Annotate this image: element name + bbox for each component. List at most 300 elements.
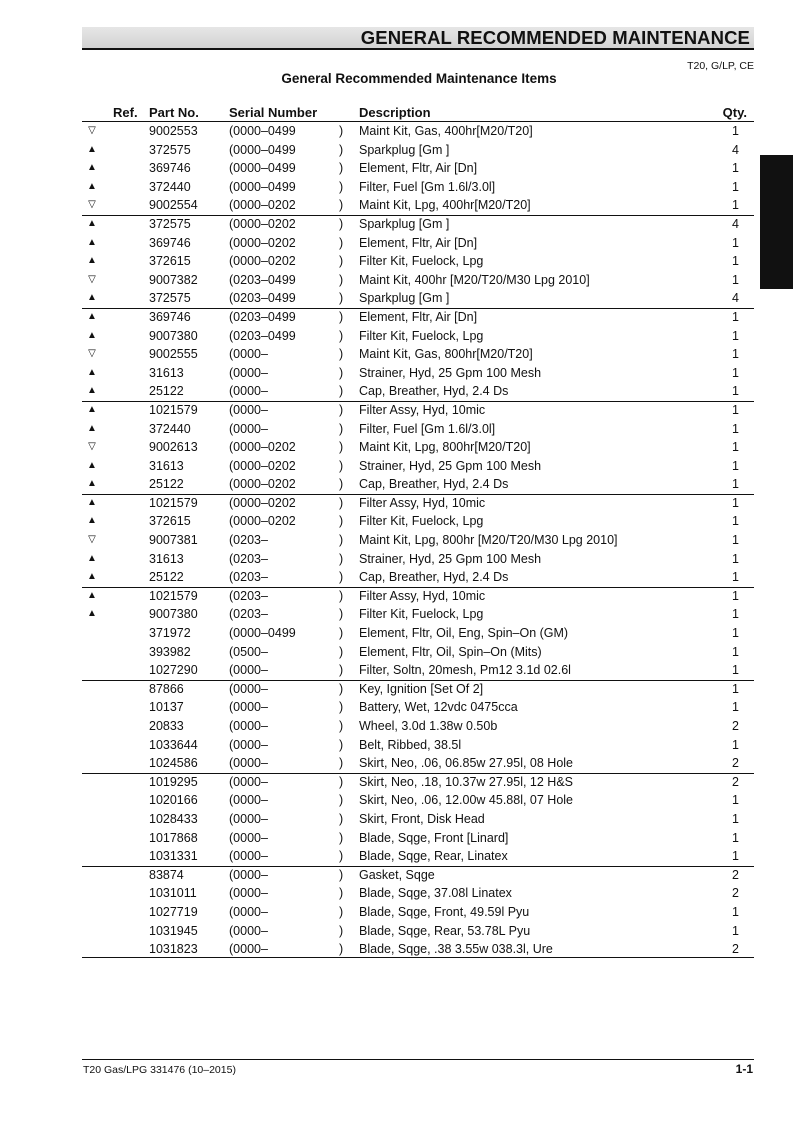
table-row	[0, 717, 793, 736]
quantity: 1	[732, 402, 739, 417]
col-header-ref: Ref.	[113, 105, 138, 120]
table-row	[0, 736, 793, 755]
part-number: 1017868	[149, 830, 198, 845]
serial-range: (0000–0202	[229, 495, 296, 510]
serial-close-paren: )	[339, 626, 344, 641]
serial-close-paren: )	[339, 179, 344, 194]
ref-marker-icon: ▲	[87, 217, 97, 229]
serial-range: (0000–	[229, 942, 268, 957]
quantity: 1	[732, 811, 739, 826]
quantity: 2	[732, 886, 739, 901]
section-title: GENERAL RECOMMENDED MAINTENANCE	[360, 27, 750, 48]
table-row	[0, 252, 793, 271]
serial-range: (0000–	[229, 923, 268, 938]
part-number: 1021579	[149, 588, 198, 603]
serial-range: (0000–0202	[229, 477, 296, 492]
part-description: Cap, Breather, Hyd, 2.4 Ds	[359, 477, 509, 492]
serial-close-paren: )	[339, 254, 344, 269]
quantity: 1	[732, 551, 739, 566]
part-number: 1019295	[149, 774, 198, 789]
part-description: Blade, Sqge, 37.08l Linatex	[359, 886, 512, 901]
table-bottom-rule	[82, 957, 754, 958]
serial-range: (0000–	[229, 774, 268, 789]
serial-close-paren: )	[339, 198, 344, 213]
serial-close-paren: )	[339, 142, 344, 157]
part-description: Maint Kit, Lpg, 800hr [M20/T20/M30 Lpg 2010]	[359, 533, 618, 548]
part-description: Filter Kit, Fuelock, Lpg	[359, 514, 484, 529]
part-description: Key, Ignition [Set Of 2]	[359, 681, 484, 696]
ref-marker-icon: ▲	[87, 329, 97, 341]
part-description: Filter, Soltn, 20mesh, Pm12 3.1d 02.6l	[359, 663, 571, 678]
serial-close-paren: )	[339, 421, 344, 436]
serial-range: (0000–	[229, 756, 268, 771]
serial-range: (0000–	[229, 421, 268, 436]
table-row	[0, 438, 793, 457]
table-row	[0, 382, 793, 401]
serial-range: (0000–0202	[229, 235, 296, 250]
table-row	[0, 922, 793, 941]
serial-close-paren: )	[339, 551, 344, 566]
quantity: 1	[732, 830, 739, 845]
quantity: 1	[732, 849, 739, 864]
quantity: 1	[732, 198, 739, 213]
part-number: 9007380	[149, 607, 198, 622]
table-row	[0, 940, 793, 959]
quantity: 4	[732, 142, 739, 157]
quantity: 4	[732, 216, 739, 231]
table-row	[0, 698, 793, 717]
part-description: Blade, Sqge, Rear, Linatex	[359, 849, 508, 864]
serial-close-paren: )	[339, 923, 344, 938]
quantity: 1	[732, 923, 739, 938]
part-description: Filter, Fuel [Gm 1.6l/3.0l]	[359, 179, 496, 194]
part-description: Skirt, Neo, .18, 10.37w 27.95l, 12 H&S	[359, 774, 574, 789]
col-header-desc: Description	[359, 105, 431, 120]
serial-close-paren: )	[339, 347, 344, 362]
part-description: Filter Assy, Hyd, 10mic	[359, 495, 486, 510]
serial-close-paren: )	[339, 533, 344, 548]
ref-marker-icon: ▲	[87, 403, 97, 415]
part-number: 10137	[149, 700, 184, 715]
ref-marker-icon: ▲	[87, 385, 97, 397]
serial-close-paren: )	[339, 495, 344, 510]
part-number: 9002554	[149, 198, 198, 213]
table-row	[0, 661, 793, 680]
serial-range: (0000–0202	[229, 216, 296, 231]
serial-range: (0000–	[229, 384, 268, 399]
part-description: Cap, Breather, Hyd, 2.4 Ds	[359, 570, 509, 585]
part-number: 1021579	[149, 402, 198, 417]
serial-range: (0000–0499	[229, 142, 296, 157]
serial-close-paren: )	[339, 644, 344, 659]
ref-marker-icon: ▲	[87, 571, 97, 583]
part-description: Maint Kit, Gas, 800hr[M20/T20]	[359, 347, 533, 362]
serial-range: (0000–0499	[229, 179, 296, 194]
part-description: Element, Fltr, Air [Dn]	[359, 161, 478, 176]
section-title-bar	[82, 27, 754, 50]
quantity: 1	[732, 737, 739, 752]
table-row	[0, 550, 793, 569]
part-number: 1031011	[149, 886, 197, 901]
table-row	[0, 884, 793, 903]
part-description: Belt, Ribbed, 38.5l	[359, 737, 462, 752]
serial-range: (0000–	[229, 402, 268, 417]
serial-range: (0000–0202	[229, 198, 296, 213]
quantity: 1	[732, 384, 739, 399]
table-row	[0, 624, 793, 643]
part-description: Filter Assy, Hyd, 10mic	[359, 402, 486, 417]
ref-marker-icon: ▲	[87, 608, 97, 620]
table-row	[0, 196, 793, 215]
serial-close-paren: )	[339, 607, 344, 622]
table-row	[0, 234, 793, 253]
part-number: 83874	[149, 867, 184, 882]
table-row	[0, 512, 793, 531]
table-row	[0, 327, 793, 346]
serial-range: (0000–0202	[229, 440, 296, 455]
table-row	[0, 475, 793, 494]
part-description: Filter Kit, Fuelock, Lpg	[359, 607, 484, 622]
ref-marker-icon: ▲	[87, 515, 97, 527]
quantity: 1	[732, 644, 739, 659]
part-number: 393982	[149, 644, 191, 659]
part-number: 372440	[149, 179, 191, 194]
serial-range: (0203–	[229, 551, 268, 566]
part-description: Sparkplug [Gm ]	[359, 216, 450, 231]
table-row	[0, 680, 793, 699]
quantity: 1	[732, 904, 739, 919]
part-number: 371972	[149, 626, 191, 641]
serial-close-paren: )	[339, 849, 344, 864]
part-description: Element, Fltr, Air [Dn]	[359, 235, 478, 250]
part-number: 1020166	[149, 793, 198, 808]
ref-marker-icon: ▽	[88, 534, 96, 546]
quantity: 1	[732, 309, 739, 324]
part-description: Gasket, Sqge	[359, 867, 435, 882]
quantity: 2	[732, 942, 739, 957]
part-description: Wheel, 3.0d 1.38w 0.50b	[359, 719, 498, 733]
part-description: Blade, Sqge, Front, 49.59l Pyu	[359, 904, 530, 919]
part-number: 31613	[149, 458, 184, 473]
serial-close-paren: )	[339, 793, 344, 808]
col-header-serial: Serial Number	[229, 105, 318, 120]
quantity: 1	[732, 124, 739, 138]
serial-range: (0203–	[229, 588, 268, 603]
part-description: Battery, Wet, 12vdc 0475cca	[359, 700, 518, 715]
table-row	[0, 605, 793, 624]
ref-marker-icon: ▲	[87, 496, 97, 508]
serial-close-paren: )	[339, 663, 344, 678]
quantity: 1	[732, 328, 739, 343]
table-row	[0, 122, 793, 141]
quantity: 1	[732, 607, 739, 622]
quantity: 1	[732, 588, 739, 603]
table-row	[0, 791, 793, 810]
ref-marker-icon: ▽	[88, 348, 96, 360]
part-description: Maint Kit, Gas, 400hr[M20/T20]	[359, 124, 533, 138]
ref-marker-icon: ▲	[87, 552, 97, 564]
part-number: 9002555	[149, 347, 198, 362]
part-number: 372615	[149, 254, 191, 269]
ref-marker-icon: ▽	[88, 199, 96, 211]
serial-range: (0203–	[229, 607, 268, 622]
part-number: 1027290	[149, 663, 198, 678]
part-description: Blade, Sqge, Front [Linard]	[359, 830, 509, 845]
part-description: Sparkplug [Gm ]	[359, 142, 450, 157]
quantity: 1	[732, 681, 739, 696]
table-row	[0, 568, 793, 587]
part-number: 1021579	[149, 495, 198, 510]
serial-close-paren: )	[339, 365, 344, 380]
part-number: 369746	[149, 161, 191, 176]
quantity: 1	[732, 700, 739, 715]
part-number: 372440	[149, 421, 191, 436]
table-row	[0, 178, 793, 197]
serial-close-paren: )	[339, 161, 344, 176]
part-description: Maint Kit, Lpg, 400hr[M20/T20]	[359, 198, 531, 213]
serial-range: (0203–	[229, 570, 268, 585]
serial-range: (0203–0499	[229, 272, 296, 287]
part-description: Blade, Sqge, Rear, 53.78L Pyu	[359, 923, 531, 938]
col-header-qty: Qty.	[722, 105, 747, 120]
part-description: Skirt, Front, Disk Head	[359, 811, 485, 826]
part-number: 369746	[149, 235, 191, 250]
model-label: T20, G/LP, CE	[687, 60, 754, 72]
table-row	[0, 494, 793, 513]
serial-close-paren: )	[339, 384, 344, 399]
part-number: 1033644	[149, 737, 198, 752]
part-number: 372575	[149, 216, 191, 231]
ref-marker-icon: ▲	[87, 255, 97, 267]
part-number: 9007380	[149, 328, 198, 343]
ref-marker-icon: ▲	[87, 310, 97, 322]
ref-marker-icon: ▲	[87, 236, 97, 248]
quantity: 2	[732, 719, 739, 733]
serial-range: (0000–0202	[229, 458, 296, 473]
quantity: 1	[732, 663, 739, 678]
quantity: 1	[732, 495, 739, 510]
part-number: 31613	[149, 365, 184, 380]
serial-range: (0000–0499	[229, 161, 296, 176]
table-row	[0, 141, 793, 160]
serial-close-paren: )	[339, 774, 344, 789]
table-row	[0, 810, 793, 829]
part-description: Strainer, Hyd, 25 Gpm 100 Mesh	[359, 365, 542, 380]
serial-range: (0000–	[229, 904, 268, 919]
serial-range: (0000–	[229, 867, 268, 882]
serial-close-paren: )	[339, 570, 344, 585]
table-row	[0, 345, 793, 364]
quantity: 1	[732, 235, 739, 250]
serial-range: (0000–0202	[229, 514, 296, 529]
part-number: 9002553	[149, 124, 198, 138]
part-number: 372575	[149, 291, 191, 306]
table-row	[0, 308, 793, 327]
part-number: 20833	[149, 719, 184, 733]
ref-marker-icon: ▲	[87, 180, 97, 192]
serial-close-paren: )	[339, 216, 344, 231]
ref-marker-icon: ▲	[87, 366, 97, 378]
serial-close-paren: )	[339, 124, 344, 138]
serial-close-paren: )	[339, 811, 344, 826]
serial-range: (0203–0499	[229, 309, 296, 324]
serial-range: (0000–	[229, 737, 268, 752]
serial-range: (0000–	[229, 700, 268, 715]
ref-marker-icon: ▲	[87, 459, 97, 471]
table-row	[0, 773, 793, 792]
ref-marker-icon: ▽	[88, 441, 96, 453]
serial-close-paren: )	[339, 867, 344, 882]
serial-close-paren: )	[339, 942, 344, 957]
part-description: Filter Kit, Fuelock, Lpg	[359, 328, 484, 343]
part-number: 1031823	[149, 942, 198, 957]
serial-close-paren: )	[339, 886, 344, 901]
part-number: 25122	[149, 384, 184, 399]
serial-range: (0203–	[229, 533, 268, 548]
part-number: 1031945	[149, 923, 198, 938]
part-number: 369746	[149, 309, 191, 324]
table-row	[0, 643, 793, 662]
ref-marker-icon: ▲	[87, 422, 97, 434]
quantity: 1	[732, 347, 739, 362]
table-row	[0, 866, 793, 885]
quantity: 4	[732, 291, 739, 306]
serial-close-paren: )	[339, 328, 344, 343]
quantity: 2	[732, 756, 739, 771]
serial-close-paren: )	[339, 272, 344, 287]
serial-range: (0000–	[229, 793, 268, 808]
serial-range: (0000–	[229, 347, 268, 362]
table-row	[0, 457, 793, 476]
table-row	[0, 289, 793, 308]
quantity: 1	[732, 440, 739, 455]
serial-range: (0000–	[229, 811, 268, 826]
part-description: Filter, Fuel [Gm 1.6l/3.0l]	[359, 421, 496, 436]
serial-close-paren: )	[339, 458, 344, 473]
serial-close-paren: )	[339, 700, 344, 715]
serial-close-paren: )	[339, 904, 344, 919]
part-number: 9007382	[149, 272, 198, 287]
page-number: 1-1	[735, 1062, 753, 1076]
part-description: Element, Fltr, Oil, Spin–On (Mits)	[359, 644, 542, 659]
ref-marker-icon: ▲	[87, 589, 97, 601]
part-description: Filter Kit, Fuelock, Lpg	[359, 254, 484, 269]
serial-close-paren: )	[339, 440, 344, 455]
quantity: 1	[732, 458, 739, 473]
quantity: 1	[732, 161, 739, 176]
table-row	[0, 271, 793, 290]
part-description: Element, Fltr, Oil, Eng, Spin–On (GM)	[359, 626, 569, 641]
serial-close-paren: )	[339, 830, 344, 845]
footer-doc-id: T20 Gas/LPG 331476 (10–2015)	[83, 1064, 236, 1076]
part-number: 87866	[149, 681, 184, 696]
serial-range: (0000–	[229, 849, 268, 864]
serial-range: (0000–	[229, 719, 268, 733]
serial-range: (0000–	[229, 830, 268, 845]
serial-range: (0000–0202	[229, 254, 296, 269]
serial-range: (0203–0499	[229, 328, 296, 343]
part-number: 372575	[149, 142, 191, 157]
part-number: 1031331	[149, 849, 198, 864]
table-row	[0, 531, 793, 550]
ref-marker-icon: ▲	[87, 478, 97, 490]
serial-range: (0500–	[229, 644, 268, 659]
quantity: 1	[732, 272, 739, 287]
ref-marker-icon: ▲	[87, 292, 97, 304]
part-number: 372615	[149, 514, 191, 529]
serial-range: (0000–0499	[229, 626, 296, 641]
quantity: 1	[732, 477, 739, 492]
table-row	[0, 903, 793, 922]
quantity: 1	[732, 533, 739, 548]
ref-marker-icon: ▲	[87, 162, 97, 174]
table-row	[0, 587, 793, 606]
part-description: Blade, Sqge, .38 3.55w 038.3l, Ure	[359, 942, 553, 957]
quantity: 1	[732, 179, 739, 194]
serial-range: (0000–	[229, 886, 268, 901]
footer-rule	[82, 1059, 754, 1060]
table-row	[0, 364, 793, 383]
serial-close-paren: )	[339, 291, 344, 306]
part-number: 1028433	[149, 811, 198, 826]
ref-marker-icon: ▽	[88, 273, 96, 285]
table-row	[0, 401, 793, 420]
table-row	[0, 215, 793, 234]
serial-range: (0000–	[229, 663, 268, 678]
serial-range: (0000–	[229, 365, 268, 380]
serial-close-paren: )	[339, 719, 344, 733]
col-header-part: Part No.	[149, 105, 199, 120]
part-description: Maint Kit, 400hr [M20/T20/M30 Lpg 2010]	[359, 272, 590, 287]
table-row	[0, 159, 793, 178]
part-number: 9002613	[149, 440, 198, 455]
part-number: 31613	[149, 551, 184, 566]
part-description: Element, Fltr, Air [Dn]	[359, 309, 478, 324]
part-number: 9007381	[149, 533, 198, 548]
quantity: 2	[732, 867, 739, 882]
parts-table	[0, 122, 793, 959]
part-description: Skirt, Neo, .06, 06.85w 27.95l, 08 Hole	[359, 756, 574, 771]
part-description: Skirt, Neo, .06, 12.00w 45.88l, 07 Hole	[359, 793, 574, 808]
part-description: Strainer, Hyd, 25 Gpm 100 Mesh	[359, 458, 542, 473]
table-row	[0, 847, 793, 866]
part-number: 25122	[149, 477, 184, 492]
ref-marker-icon: ▽	[88, 125, 96, 136]
part-description: Sparkplug [Gm ]	[359, 291, 450, 306]
part-description: Strainer, Hyd, 25 Gpm 100 Mesh	[359, 551, 542, 566]
serial-close-paren: )	[339, 681, 344, 696]
table-row	[0, 420, 793, 439]
serial-range: (0000–0499	[229, 124, 296, 138]
quantity: 1	[732, 570, 739, 585]
quantity: 1	[732, 793, 739, 808]
part-number: 1027719	[149, 904, 198, 919]
quantity: 1	[732, 254, 739, 269]
page-subtitle: General Recommended Maintenance Items	[281, 71, 557, 86]
serial-close-paren: )	[339, 309, 344, 324]
quantity: 1	[732, 626, 739, 641]
part-description: Maint Kit, Lpg, 800hr[M20/T20]	[359, 440, 531, 455]
serial-range: (0000–	[229, 681, 268, 696]
quantity: 1	[732, 365, 739, 380]
serial-close-paren: )	[339, 235, 344, 250]
part-number: 25122	[149, 570, 184, 585]
part-description: Filter Assy, Hyd, 10mic	[359, 588, 486, 603]
serial-close-paren: )	[339, 402, 344, 417]
serial-close-paren: )	[339, 756, 344, 771]
serial-close-paren: )	[339, 588, 344, 603]
ref-marker-icon: ▲	[87, 143, 97, 155]
